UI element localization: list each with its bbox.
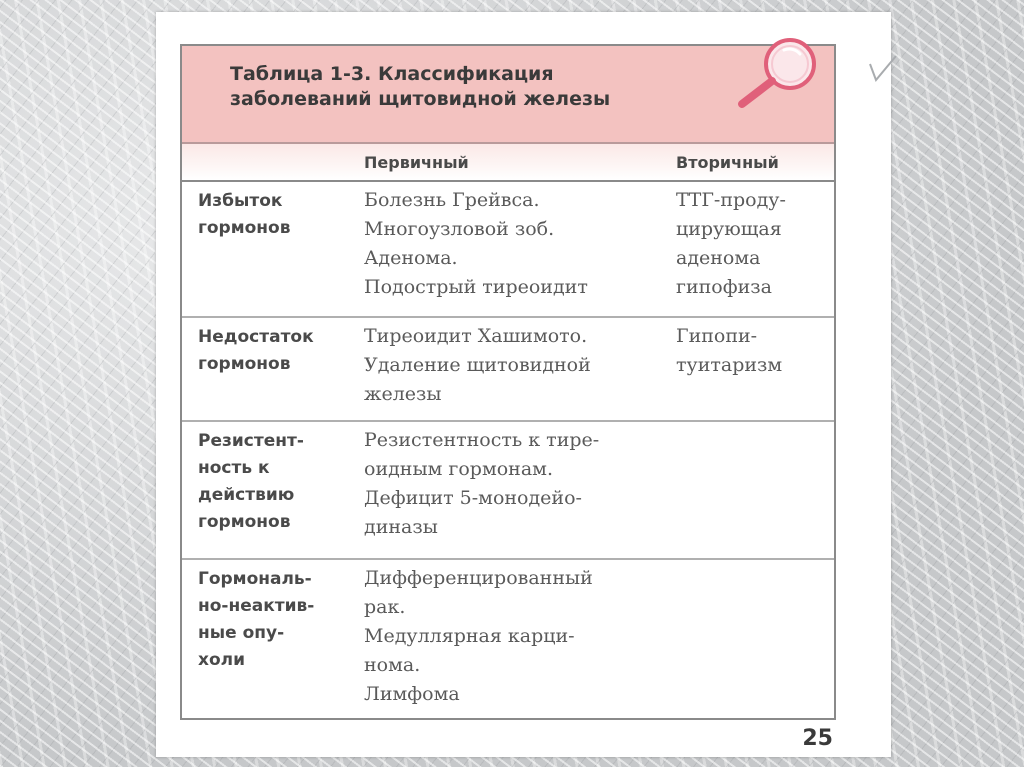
row-label-line: ные опу-	[198, 623, 285, 643]
primary-cell-line: Болезнь Грейвса.	[364, 189, 540, 211]
primary-cell-line: Подострый тиреоидит	[364, 276, 588, 298]
row-label-line: гормонов	[198, 218, 291, 238]
table-title	[230, 62, 710, 112]
table-row-inactive-tumors	[182, 560, 834, 718]
row-label-line: Резистент-	[198, 431, 304, 451]
secondary-cell-line: туитаризм	[676, 354, 783, 376]
row-label-line: ность к	[198, 458, 270, 478]
row-label-line: гормонов	[198, 512, 291, 532]
secondary-cell	[666, 422, 834, 558]
primary-cell-line: Удаление щитовидной	[364, 354, 591, 376]
secondary-cell	[666, 560, 834, 718]
header-secondary: Вторичный	[676, 152, 779, 172]
primary-cell-line: оидным гормонам.	[364, 458, 553, 480]
table-row-hormone-deficiency	[182, 318, 834, 422]
primary-cell	[352, 422, 666, 558]
row-label-line: Недостаток	[198, 327, 314, 347]
row-label-line: гормонов	[198, 354, 291, 374]
secondary-cell-line: цирующая	[676, 218, 782, 240]
table-title-line-2: заболеваний щитовидной железы	[230, 88, 611, 110]
primary-cell-line: Лимфома	[364, 683, 460, 705]
secondary-cell-line: ТТГ-проду-	[676, 189, 786, 211]
table-caption	[182, 46, 834, 144]
secondary-cell-line: гипофиза	[676, 276, 772, 298]
primary-cell-line: железы	[364, 383, 442, 405]
table-row-hormone-excess	[182, 182, 834, 318]
primary-cell	[352, 182, 666, 316]
page-number: 25	[802, 726, 833, 751]
row-label-line: но-неактив-	[198, 596, 315, 616]
primary-cell	[352, 318, 666, 420]
primary-cell-line: рак.	[364, 596, 406, 618]
row-label	[182, 182, 352, 316]
primary-cell-line: Тиреоидит Хашимото.	[364, 325, 588, 347]
secondary-cell-line: аденома	[676, 247, 761, 269]
secondary-cell	[666, 182, 834, 316]
row-label-line: действию	[198, 485, 295, 505]
table-row-hormone-resistance	[182, 422, 834, 560]
secondary-cell	[666, 318, 834, 420]
primary-cell-line: диназы	[364, 516, 438, 538]
primary-cell	[352, 560, 666, 718]
primary-cell-line: Аденома.	[364, 247, 458, 269]
primary-cell-line: нома.	[364, 654, 421, 676]
row-label-line: Гормональ-	[198, 569, 312, 589]
row-label	[182, 560, 352, 718]
classification-table	[180, 44, 836, 720]
primary-cell-line: Дефицит 5-монодейо-	[364, 487, 582, 509]
primary-cell-line: Резистентность к тире-	[364, 429, 600, 451]
primary-cell-line: Медуллярная карци-	[364, 625, 575, 647]
header-primary: Первичный	[364, 152, 469, 172]
row-label-line: Избыток	[198, 191, 283, 211]
table-header-row	[182, 144, 834, 182]
pencil-mark-icon	[866, 50, 906, 90]
secondary-cell-line: Гипопи-	[676, 325, 758, 347]
book-page	[156, 12, 891, 757]
row-label-line: холи	[198, 650, 246, 670]
row-label	[182, 318, 352, 420]
primary-cell-line: Дифференцированный	[364, 567, 593, 589]
row-label	[182, 422, 352, 558]
table-title-line-1: Таблица 1-3. Классификация	[230, 63, 554, 85]
primary-cell-line: Многоузловой зоб.	[364, 218, 555, 240]
magnifier-icon	[734, 32, 824, 112]
